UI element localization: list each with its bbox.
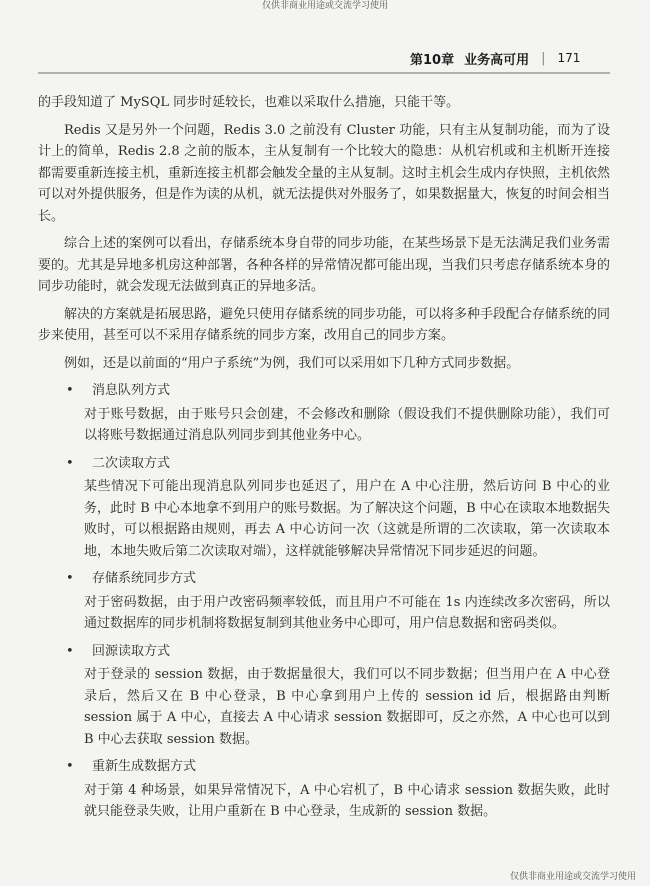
bullet-icon: • <box>66 455 74 471</box>
paragraph: 综合上述的案例可以看出，存储系统本身自带的同步功能，在某些场景下是无法满足我们业务需要的。尤其是异地多机房这种部署，各种各样的异常情况都可能出现，当我们只考虑存储系统本身的同步功能时，就会发现无法做到真正的异地多活。 <box>38 236 611 294</box>
paragraph: 例如，还是以前面的“用户子系统”为例，我们可以采用如下几种方式同步数据。 <box>64 355 520 371</box>
bullet-icon: • <box>66 571 74 586</box>
bullet-icon: • <box>66 643 74 659</box>
bullet-title: 存储系统同步方式 <box>92 571 197 586</box>
chapter-title: 业务高可用 <box>464 52 530 68</box>
bullet-body: 某些情况下可能出现消息队列同步也延迟了，用户在 A 中心注册，然后访问 B 中心的业务，此时 B 中心本地拿不到用户的账号数据。为了解决这个问题，B 中心在读取本地数据失败时，可以根据路由规则，再去 A 中心访问一次（这就是所谓的二次读取，第一次读取本地，本地失败后第二次读取对端），这样就能够解决异常情况下同步延迟的问题。 <box>84 479 610 559</box>
paragraph: 的手段知道了 MySQL 同步时延较长，也难以采取什么措施，只能干等。 <box>38 95 460 110</box>
bullet-item <box>38 453 610 475</box>
page-body <box>38 92 610 829</box>
bullet-body: 对于登录的 session 数据，由于数据量很大，我们可以不同步数据；但当用户在 A 中心登录后，然后又在 B 中心登录，B 中心拿到用户上传的 session id 后，根据路由判断 session 属于 A 中心，直接去 A 中心请求 session 数据即可，反之亦然，A 中心也可以到 B 中心去获取 session 数据。 <box>84 667 610 747</box>
paragraph: Redis 又是另外一个问题，Redis 3.0 之前没有 Cluster 功能，只有主从复制功能，而为了设计上的简单，Redis 2.8 之前的版本，主从复制有一个比较大的隐患：从机宕机或和主机断开连接都需要重新连接主机，重新连接主机都会触发全量的主从复制。这时主机会生成内存快照，主机依然可以对外提供服务，但是作为读的从机，就无法提供对外服务了，如果数据量大，恢复的时间会相当长。 <box>38 122 611 224</box>
paragraph: 解决的方案就是拓展思路，避免只使用存储系统的同步功能，可以将多种手段配合存储系统的同步来使用，甚至可以不采用存储系统的同步方案，改用自己的同步方案。 <box>38 306 611 343</box>
header-rule <box>38 72 610 74</box>
bullet-body: 对于账号数据，由于账号只会创建，不会修改和删除（假设我们不提供删除功能），我们可以将账号数据通过消息队列同步到其他业务中心。 <box>84 406 610 443</box>
bullet-icon: • <box>66 759 74 774</box>
watermark-bottom: 仅供非商业用途或交流学习使用 <box>509 872 636 882</box>
header-separator: | <box>541 50 546 66</box>
page-number: 171 <box>557 51 581 65</box>
bullet-item <box>38 641 610 663</box>
bullet-item <box>38 568 610 590</box>
chapter-label: 第10章 <box>410 52 455 68</box>
running-header <box>410 44 610 72</box>
bullet-item <box>38 380 610 402</box>
bullet-title: 消息队列方式 <box>92 383 171 398</box>
bullet-item <box>38 756 610 778</box>
watermark-top: 仅供非商业用途或交流学习使用 <box>261 1 388 11</box>
bullet-title: 重新生成数据方式 <box>92 759 197 774</box>
bullet-body: 对于第 4 种场景，如果异常情况下，A 中心宕机了，B 中心请求 session 数据失败，此时就只能登录失败，让用户重新在 B 中心登录，生成新的 session 数据。 <box>84 782 610 819</box>
bullet-icon: • <box>66 383 74 398</box>
bullet-body: 对于密码数据，由于用户改密码频率较低，而且用户不可能在 1s 内连续改多次密码，所以通过数据库的同步机制将数据复制到其他业务中心即可，用户信息数据和密码类似。 <box>84 594 610 631</box>
bullet-title: 回源读取方式 <box>92 643 171 659</box>
bullet-title: 二次读取方式 <box>92 455 171 471</box>
